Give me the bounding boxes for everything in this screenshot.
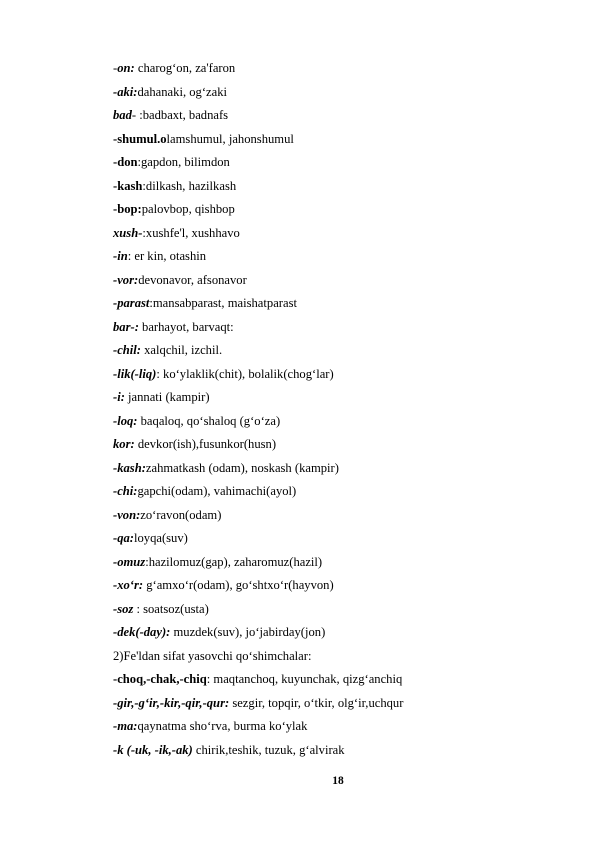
suffix-term: -lik(-liq) bbox=[113, 366, 157, 381]
suffix-examples: devkor(ish),fusunkor(husn) bbox=[134, 437, 277, 451]
line-prefix: - bbox=[113, 61, 118, 75]
suffix-line bbox=[113, 81, 573, 105]
suffix-line bbox=[113, 480, 573, 504]
suffix-examples: zahmatkash (odam), noskash (kampir) bbox=[145, 460, 339, 475]
suffix-term: -bop: bbox=[113, 202, 142, 216]
suffix-term: -shumul.o bbox=[113, 131, 167, 146]
suffix-examples: : er kin, otashin bbox=[127, 249, 207, 263]
suffix-line bbox=[113, 245, 573, 269]
suffix-line bbox=[113, 339, 573, 363]
suffix-examples: dahanaki, og‘zaki bbox=[137, 84, 227, 99]
suffix-line bbox=[113, 104, 573, 128]
suffix-line bbox=[113, 527, 573, 551]
suffix-examples: baqaloq, qo‘shaloq (g‘o‘za) bbox=[137, 413, 281, 428]
suffix-line bbox=[113, 551, 573, 575]
suffix-examples: charog‘on, za'faron bbox=[134, 61, 236, 75]
suffix-line bbox=[113, 292, 573, 316]
suffix-line bbox=[113, 457, 573, 481]
suffix-line bbox=[113, 316, 573, 340]
suffix-term: -gir,-g‘ir,-kir,-qir,-qur: bbox=[113, 695, 230, 710]
suffix-term: -chil: bbox=[113, 343, 141, 357]
suffix-examples: sezgir, topqir, o‘tkir, olg‘ir,uchqur bbox=[229, 695, 404, 710]
suffix-term: kor: bbox=[113, 437, 135, 451]
suffix-line bbox=[113, 386, 573, 410]
suffix-term: on: bbox=[117, 61, 135, 75]
suffix-term: -kash bbox=[113, 178, 143, 193]
suffix-line bbox=[113, 410, 573, 434]
suffix-line bbox=[113, 574, 573, 598]
suffix-line bbox=[113, 363, 573, 387]
suffix-line bbox=[113, 621, 573, 645]
suffix-examples: :gapdon, bilimdon bbox=[137, 155, 230, 169]
suffix-examples: :mansabparast, maishatparast bbox=[149, 296, 297, 310]
suffix-line bbox=[113, 433, 573, 457]
suffix-term: -xo‘r: bbox=[113, 578, 144, 592]
suffix-line bbox=[113, 57, 573, 81]
suffix-line bbox=[113, 739, 573, 763]
suffix-examples: :xushfe'l, xushhavo bbox=[142, 225, 240, 240]
suffix-term: -von: bbox=[113, 507, 141, 522]
suffix-line bbox=[113, 128, 573, 152]
suffix-examples: qaynatma sho‘rva, burma ko‘ylak bbox=[137, 719, 308, 733]
suffix-line bbox=[113, 668, 573, 692]
suffix-examples: barhayot, barvaqt: bbox=[138, 319, 234, 334]
suffix-term: -choq,-chak,-chiq bbox=[113, 672, 207, 686]
suffix-examples: :dilkash, hazilkash bbox=[142, 178, 237, 193]
suffix-term: bar-: bbox=[113, 319, 139, 334]
suffix-examples: chirik,teshik, tuzuk, g‘alvirak bbox=[192, 742, 345, 757]
suffix-examples: : ko‘ylaklik(chit), bolalik(chog‘lar) bbox=[156, 366, 334, 381]
suffix-line bbox=[113, 269, 573, 293]
suffix-term: -parast bbox=[113, 296, 150, 310]
suffix-examples: : soatsoz(usta) bbox=[133, 601, 209, 616]
suffix-term: -in bbox=[113, 249, 128, 263]
suffix-term: -omuz bbox=[113, 554, 146, 569]
suffix-examples: 2)Fe'ldan sifat yasovchi qo‘shimchalar: bbox=[113, 648, 312, 663]
page-number: 18 bbox=[332, 775, 344, 787]
suffix-term: -don bbox=[113, 155, 138, 169]
suffix-term: -i: bbox=[113, 390, 125, 404]
suffix-examples: :hazilomuz(gap), zaharomuz(hazil) bbox=[145, 554, 323, 569]
suffix-examples: devonavor, afsonavor bbox=[138, 272, 247, 287]
suffix-term: -vor: bbox=[113, 272, 139, 287]
suffix-term: bad bbox=[113, 108, 132, 122]
suffix-examples: g‘amxo‘r(odam), go‘shtxo‘r(hayvon) bbox=[143, 578, 334, 592]
suffix-examples: - :badbaxt, badnafs bbox=[131, 108, 229, 122]
suffix-term: -chi: bbox=[113, 484, 138, 498]
suffix-examples: xalqchil, izchil. bbox=[140, 343, 223, 357]
suffix-term: -loq: bbox=[113, 413, 138, 428]
suffix-line bbox=[113, 151, 573, 175]
suffix-term: -ma: bbox=[113, 719, 138, 733]
suffix-term: xush- bbox=[113, 225, 143, 240]
suffix-examples: : maqtanchoq, kuyunchak, qizg‘anchiq bbox=[206, 672, 403, 686]
suffix-examples: palovbop, qishbop bbox=[141, 202, 235, 216]
suffix-term: -soz bbox=[113, 601, 134, 616]
suffix-line bbox=[113, 222, 573, 246]
suffix-term: -aki: bbox=[113, 84, 138, 99]
suffix-line bbox=[113, 645, 573, 669]
suffix-line bbox=[113, 175, 573, 199]
suffix-examples: muzdek(suv), jo‘jabirday(jon) bbox=[170, 625, 326, 639]
suffix-term: -qa: bbox=[113, 531, 134, 545]
suffix-line bbox=[113, 598, 573, 622]
suffix-list bbox=[113, 57, 573, 762]
suffix-line bbox=[113, 504, 573, 528]
suffix-examples: lamshumul, jahonshumul bbox=[166, 131, 294, 146]
suffix-line bbox=[113, 198, 573, 222]
suffix-examples: jannati (kampir) bbox=[124, 390, 210, 404]
suffix-examples: gapchi(odam), vahimachi(ayol) bbox=[137, 484, 297, 498]
suffix-line bbox=[113, 715, 573, 739]
suffix-term: -k (-uk, -ik,-ak) bbox=[113, 742, 193, 757]
suffix-term: -dek(-day): bbox=[113, 625, 171, 639]
suffix-term: -kash: bbox=[113, 460, 146, 475]
suffix-examples: zo‘ravon(odam) bbox=[140, 507, 222, 522]
suffix-examples: loyqa(suv) bbox=[133, 531, 188, 545]
suffix-line bbox=[113, 692, 573, 716]
